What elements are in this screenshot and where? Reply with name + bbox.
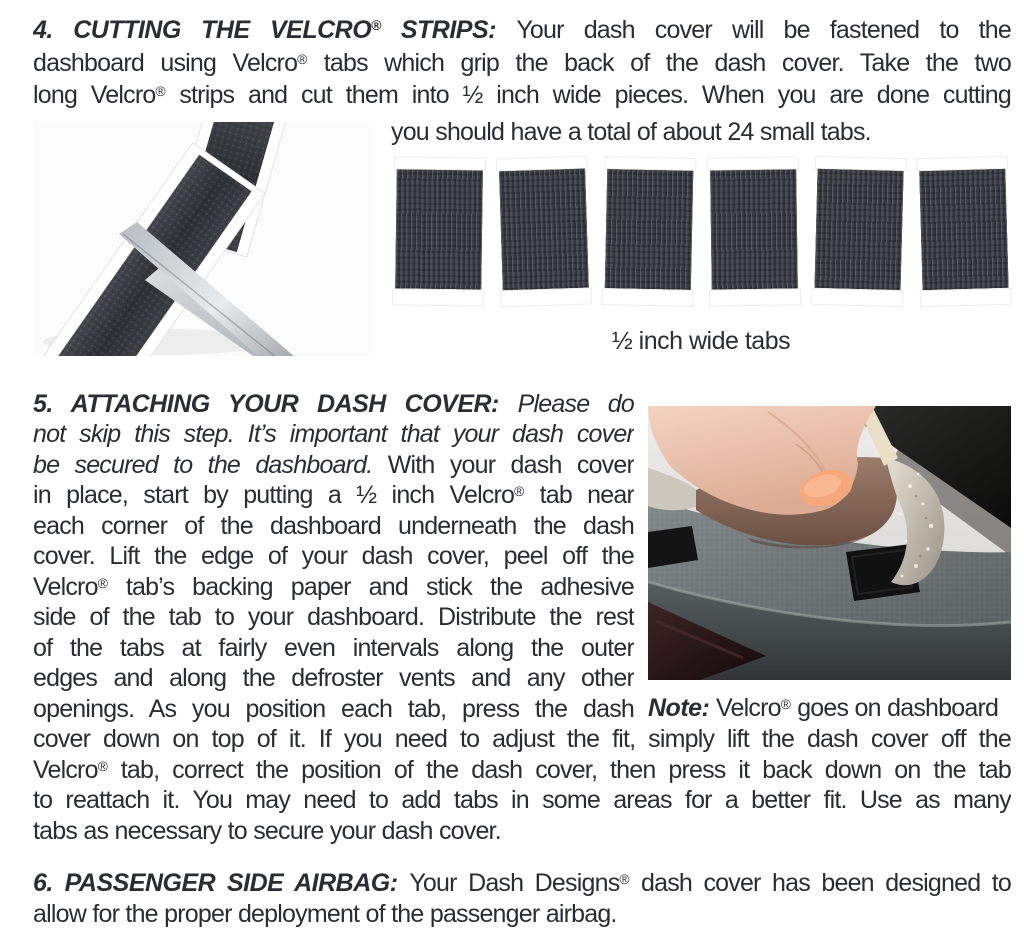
text-line: side of the tab to your dashboard. Distribute the rest xyxy=(33,603,634,631)
section-6-paragraph xyxy=(33,868,1011,929)
section-4-cutting-velcro-strips xyxy=(33,14,1011,361)
section-4-paragraph xyxy=(33,14,1011,112)
dash-cover-photo-block xyxy=(634,406,1011,721)
text-line: of the tabs at fairly even intervals along the outer xyxy=(33,633,634,662)
text-line: 4. CUTTING THE VELCRO® STRIPS: Your dash cover will be fastened to the xyxy=(33,16,1011,44)
velcro-tab xyxy=(601,156,696,307)
text-line: be secured to the dashboard. With your dash cover xyxy=(33,450,634,479)
text-line: openings. As you position each tab, press the dash xyxy=(33,694,634,723)
photo-caption xyxy=(648,693,1011,721)
section-5-attaching-dash-cover xyxy=(33,389,1011,847)
tail-line: you should have a total of about 24 small tabs. xyxy=(391,117,871,146)
section-4-media-row xyxy=(33,116,1011,361)
text-line: 6. PASSENGER SIDE AIRBAG: Your Dash Designs® dash cover has been designed to xyxy=(33,869,1011,897)
section-5-fullwidth-text xyxy=(33,724,1011,846)
tab-hook-surface xyxy=(499,169,589,291)
text-line: dashboard using Velcro® tabs which grip the back of the dash cover. Take the two xyxy=(33,48,1011,77)
text-line: edges and along the defroster vents and any other xyxy=(33,664,634,692)
tab-backing xyxy=(394,156,486,170)
hand-lifting-dash-cover-photo xyxy=(648,406,1011,680)
text-line: cover. Lift the edge of your dash cover, peel off the xyxy=(33,542,634,570)
text-line: tabs as necessary to secure your dash cover. xyxy=(33,816,501,845)
text-line: Note: Velcro® goes on dashboard xyxy=(648,693,999,722)
velcro-tab xyxy=(707,156,801,306)
velcro-tab xyxy=(916,156,1012,308)
tab-hook-surface xyxy=(710,169,798,289)
section-4-right-column xyxy=(391,116,1011,361)
velcro-tabs-image xyxy=(393,157,1010,306)
velcro-tab xyxy=(392,156,486,306)
text-line: each corner of the dashboard underneath the dash xyxy=(33,511,634,540)
velcro-tab xyxy=(496,156,593,308)
velcro-tab xyxy=(811,156,907,307)
tab-backing xyxy=(707,156,799,170)
tab-hook-surface xyxy=(815,169,904,290)
section-6-passenger-airbag xyxy=(33,868,1011,929)
tab-backing xyxy=(920,288,1012,308)
text-line: 5. ATTACHING YOUR DASH COVER: Please do xyxy=(33,389,634,418)
tab-backing xyxy=(392,288,484,306)
tab-hook-surface xyxy=(605,169,693,290)
tab-backing xyxy=(500,288,592,308)
tab-hook-surface xyxy=(919,169,1008,290)
scissors-cutting-velcro-image xyxy=(33,122,373,361)
text-line: long Velcro® strips and cut them into ½ inch wide pieces. When you are done cutting xyxy=(33,81,1011,109)
tabs-caption: ½ inch wide tabs xyxy=(611,327,791,355)
text-line: Velcro® tab’s backing paper and stick the adhesive xyxy=(33,572,634,601)
text-line: Velcro® tab, correct the position of the dash cover, then press it back down on the tab xyxy=(33,755,1011,784)
tab-backing xyxy=(811,288,903,307)
tab-backing xyxy=(709,288,801,306)
tab-backing xyxy=(601,288,693,307)
tab-hook-surface xyxy=(395,169,483,289)
text-line: in place, start by putting a ½ inch Velcro® tab near xyxy=(33,481,634,509)
text-line: to reattach it. You may need to add tabs in some areas for a better fit. Use as many xyxy=(33,786,1011,814)
text-line: not skip this step. It’s important that your dash cover xyxy=(33,420,634,448)
text-line: cover down on top of it. If you need to adjust the fit, simply lift the dash cover off the xyxy=(33,725,1011,753)
scissors-illustration xyxy=(33,122,373,356)
text-line: allow for the proper deployment of the passenger airbag. xyxy=(33,899,617,928)
